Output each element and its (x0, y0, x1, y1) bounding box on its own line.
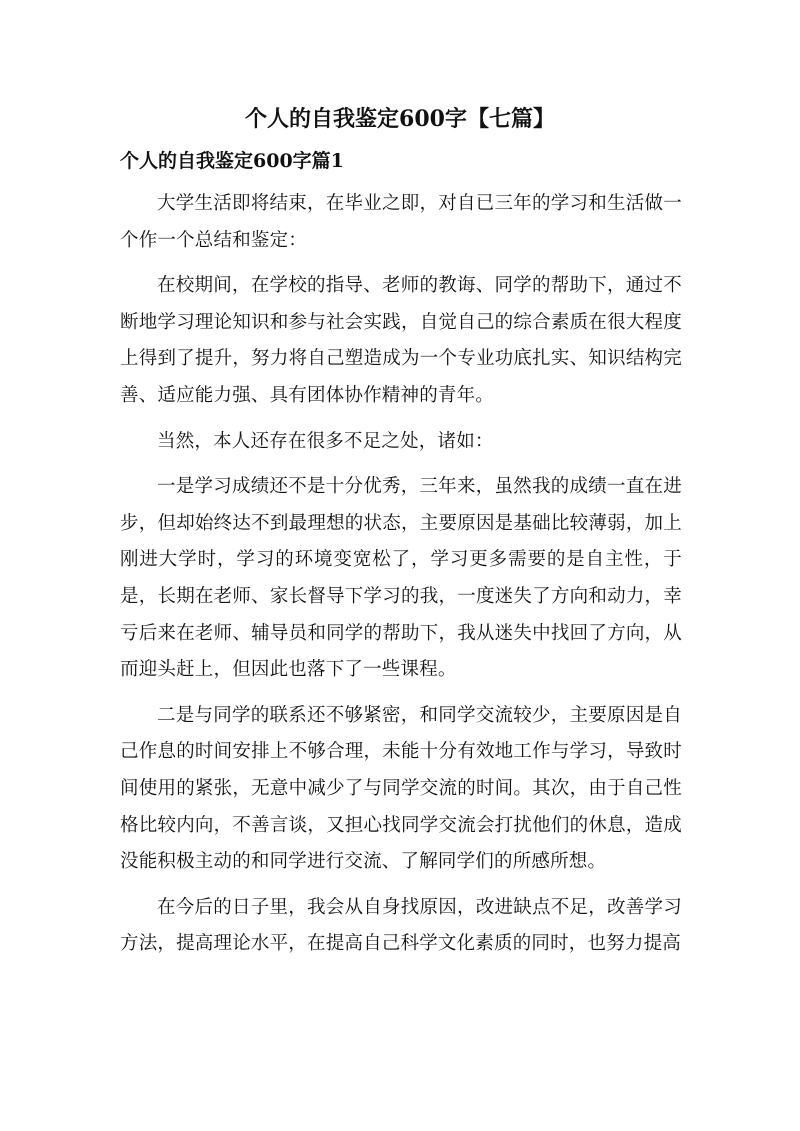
paragraph: 大学生活即将结束，在毕业之即，对自已三年的学习和生活做一个作一个总结和鉴定： (120, 193, 682, 251)
paragraph: 二是与同学的联系还不够紧密，和同学交流较少，主要原因是自己作息的时间安排上不够合理，未能十分有效地工作与学习，导致时间使用的紧张，无意中减少了与同学交流的时间。其次，由于自己性格比较内向，不善言谈，又担心找同学交流会打扰他们的休息，造成没能积极主动的和同学进行交流、了解同学们的所感所想。 (120, 704, 682, 873)
paragraph: 一是学习成绩还不是十分优秀，三年来，虽然我的成绩一直在进步，但却始终达不到最理想的状态，主要原因是基础比较薄弱，加上刚进大学时，学习的环境变宽松了，学习更多需要的是自主性，于是，长期在老师、家长督导下学习的我，一度迷失了方向和动力，幸亏后来在老师、辅导员和同学的帮助下，我从迷失中找回了方向，从而迎头赶上，但因此也落下了一些课程。 (120, 476, 682, 681)
section-heading: 个人的自我鉴定600字篇1 (120, 150, 344, 172)
paragraph: 当然，本人还存在很多不足之处，诸如： (157, 430, 494, 452)
document-title: 个人的自我鉴定600字【七篇】 (245, 106, 555, 132)
paragraph: 在校期间，在学校的指导、老师的教诲、同学的帮助下，通过不断地学习理论知识和参与社会实践，自觉自己的综合素质在很大程度上得到了提升，努力将自己塑造成为一个专业功底扎实、知识结构完善、适应能力强、具有团体协作精神的青年。 (120, 275, 682, 406)
paragraph: 在今后的日子里，我会从自身找原因，改进缺点不足，改善学习方法，提高理论水平，在提高自己科学文化素质的同时，也努力提高 (120, 896, 682, 955)
document-body (120, 186, 682, 972)
